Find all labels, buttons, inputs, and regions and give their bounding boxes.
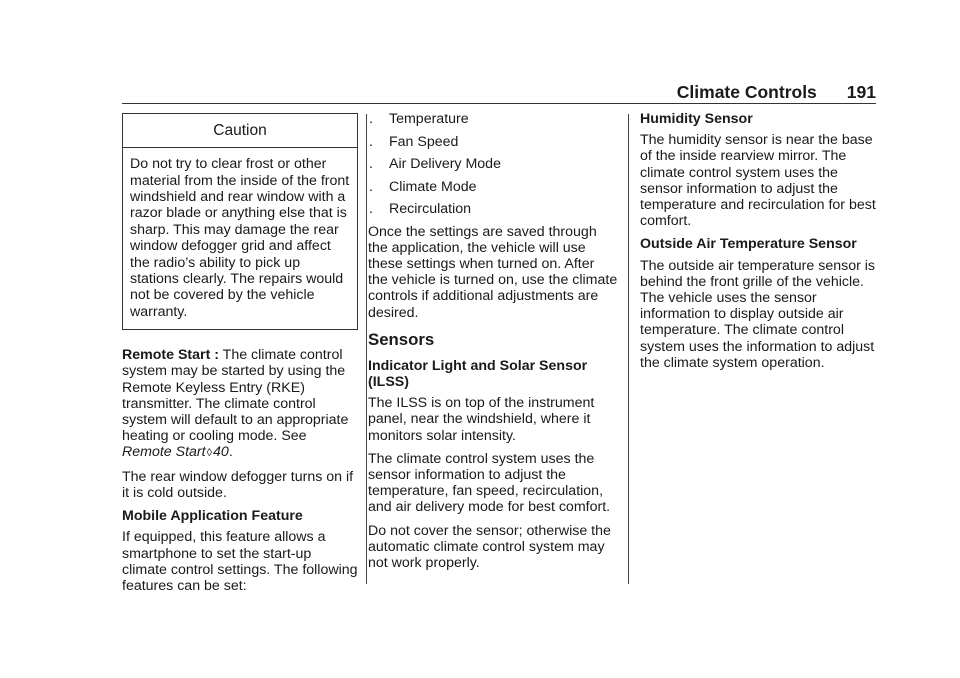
remote-start-label: Remote Start : (122, 347, 219, 364)
column-divider-1 (366, 114, 367, 584)
list-item: . Fan Speed (369, 133, 459, 150)
list-item: . Climate Mode (369, 178, 477, 195)
bullet-icon: . (369, 178, 373, 195)
ilss-paragraph-3: Do not cover the sensor; otherwise the automatic climate control system may not work properly. (368, 522, 611, 571)
remote-start-paragraph: Remote Start : The climate control system may be started by using the Remote Keyless Entry (RKE) transmitter. The climate control system will default to an appropriate heating or cooling mode. See Remote Start◊40. (122, 347, 349, 461)
bullet-icon: . (369, 201, 373, 217)
list-item: . Recirculation (369, 201, 472, 217)
section-title: Climate Controls (676, 82, 817, 102)
saved-settings-paragraph: Once the settings are saved through the application, the vehicle will use these settings when turned on. After the vehicle is turned on, use the climate controls if additional adjustments are desired. (368, 223, 618, 321)
remote-start-ref-page: 40 (213, 444, 229, 461)
humidity-heading: Humidity Sensor (640, 111, 753, 127)
page-number: 191 (846, 82, 876, 102)
bullet-icon: . (369, 111, 373, 127)
caution-box (122, 113, 358, 330)
caution-title: Caution (123, 114, 357, 148)
page-reference-icon: ◊ (206, 447, 213, 460)
bullet-icon: . (369, 156, 373, 172)
ilss-paragraph-1: The ILSS is on top of the instrument panel, near the windshield, where it monitors solar intensity. (368, 395, 595, 444)
mobile-app-paragraph: If equipped, this feature allows a smartphone to set the start-up climate control settings. The following features can be set: (122, 529, 358, 594)
ilss-paragraph-2: The climate control system uses the sensor information to adjust the temperature, fan speed, recirculation, and air delivery mode for best comfort. (368, 450, 611, 516)
bullet-icon: . (369, 133, 373, 150)
defogger-paragraph: The rear window defogger turns on if it is cold outside. (122, 468, 354, 501)
remote-start-ref-text: Remote Start (122, 444, 206, 461)
sensors-heading: Sensors (368, 329, 435, 349)
column-divider-2 (628, 114, 629, 584)
list-item: . Temperature (369, 111, 469, 127)
column-right (640, 111, 880, 378)
feature-list (368, 111, 618, 217)
list-item: . Air Delivery Mode (369, 156, 501, 172)
outside-air-paragraph: The outside air temperature sensor is behind the front grille of the vehicle. The vehicle uses the sensor information to display outside air temperature. The climate control system uses the information to adjust the climate system operation. (640, 257, 875, 371)
remote-start-text: The climate control system may be started by using the Remote Keyless Entry (RKE) transmitter. The climate control system will default to an appropriate heating or cooling mode. See (122, 347, 349, 445)
mobile-app-heading: Mobile Application Feature (122, 508, 303, 525)
remote-start-link[interactable] (122, 444, 229, 460)
column-left (122, 113, 358, 601)
caution-text: Do not try to clear frost or other material from the inside of the front windshield and rear window with a razor blade or anything else that is sharp. This may damage the rear window defogger grid and affect the radio’s ability to pick up stations clearly. The repairs would not be covered by the vehicle warranty. (130, 156, 350, 320)
outside-air-heading: Outside Air Temperature Sensor (640, 236, 857, 253)
ilss-heading: Indicator Light and Solar Sensor (ILSS) (368, 357, 588, 390)
page-header (122, 80, 876, 104)
humidity-paragraph: The humidity sensor is near the base of the inside rearview mirror. The climate control system uses the sensor information to adjust the temperature and recirculation for best comfort. (640, 132, 876, 230)
column-middle (368, 111, 618, 578)
